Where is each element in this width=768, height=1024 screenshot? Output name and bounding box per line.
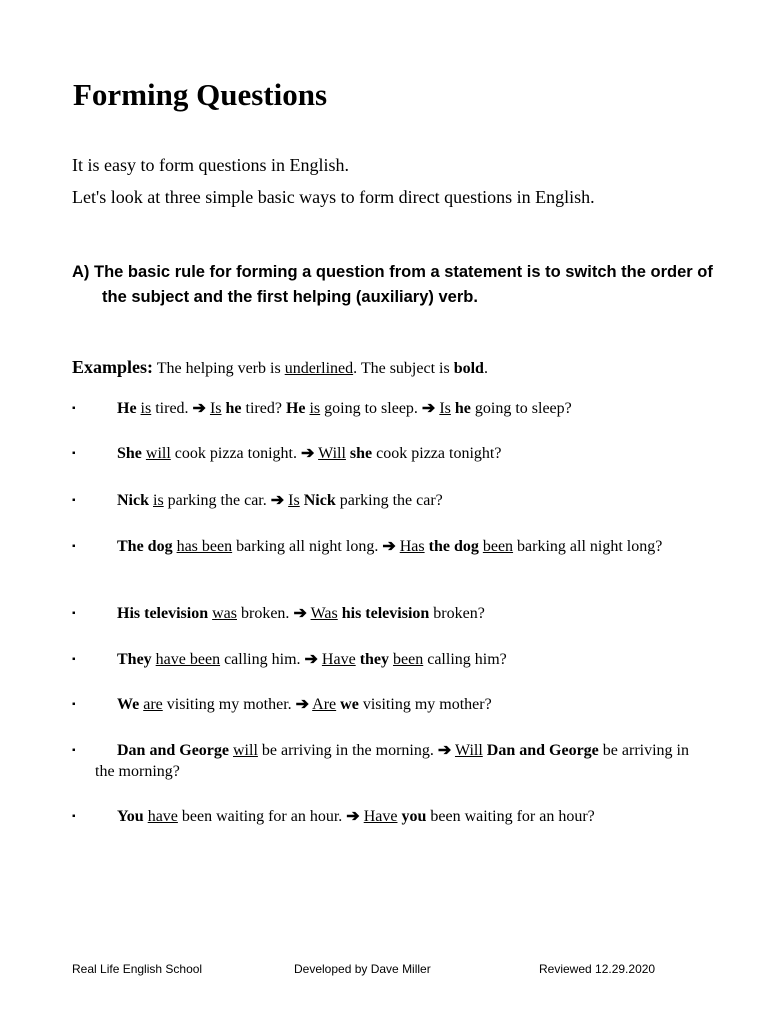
subject: He [117,400,137,417]
example-sentence [72,490,692,511]
helping-verb: is [309,400,321,417]
footer-school: Real Life English School [72,962,203,976]
example-sentence [72,649,692,670]
text-segment: broken? [429,605,485,622]
example-sentence [72,536,692,557]
helping-verb: Are [312,696,337,713]
list-item [72,603,692,624]
arrow-icon: ➔ [293,605,307,622]
bullet-icon: ▪ [72,608,76,619]
text-segment: calling him. [220,651,305,668]
subject: His television [117,605,209,622]
helping-verb: Will [454,742,483,759]
list-item [72,806,692,827]
example-sentence [72,806,692,827]
intro-line-2: Let's look at three simple basic ways to form direct questions in English. [72,187,595,207]
text-segment: broken. [237,605,294,622]
text-segment: be arriving in the morning. [257,742,438,759]
example-sentence [72,740,692,782]
helping-verb: been [393,651,424,668]
text-segment: visiting my mother? [358,696,492,713]
subject: she [349,445,373,462]
examples-text-c: . [483,360,488,377]
example-sentence [72,398,692,419]
list-item [72,694,692,715]
helping-verb: have been [155,651,221,668]
arrow-icon: ➔ [192,400,206,417]
helping-verb: is [140,400,152,417]
list-item [72,649,692,670]
subject: He [285,400,306,417]
helping-verb: will [233,742,258,759]
arrow-icon: ➔ [304,651,318,668]
subject: his television [341,605,430,622]
bullet-icon: ▪ [72,448,76,459]
helping-verb: Will [318,445,346,462]
examples-text-b: . The subject is [353,360,454,377]
helping-verb: is [153,492,164,509]
list-item [72,490,692,511]
subject: Dan and George [117,742,229,759]
subject: Nick [117,492,149,509]
arrow-icon: ➔ [270,492,285,509]
subject: We [117,696,140,713]
text-segment: been waiting for an hour? [426,808,595,825]
examples-bold: bold [453,360,484,377]
examples-intro [72,355,488,381]
bullet-icon: ▪ [72,699,76,710]
helping-verb: Is [209,400,222,417]
subject: The dog [117,538,173,555]
text-segment: visiting my mother. [162,696,296,713]
subject: they [359,651,390,668]
bullet-icon: ▪ [72,403,76,414]
helping-verb: are [143,696,163,713]
subject: Dan and George [486,742,599,759]
examples-underlined: underlined [284,360,354,377]
helping-verb: been [482,538,514,555]
bullet-icon: ▪ [72,495,76,506]
subject: Nick [303,492,336,509]
helping-verb: Have [363,808,398,825]
subject: You [117,808,144,825]
helping-verb: Is [439,400,451,417]
rule-a: A) The basic rule for forming a question from a statement is to switch the order of the subject and the first helping (auxiliary) verb. [72,263,713,306]
text-segment: calling him? [423,651,507,668]
list-item [72,443,692,464]
text-segment: cook pizza tonight? [372,445,502,462]
text-segment: been waiting for an hour. [177,808,347,825]
list-item [72,536,692,557]
examples-heading: Examples: [72,357,153,377]
arrow-icon: ➔ [437,742,452,759]
page-title: Forming Questions [73,77,328,112]
helping-verb: was [212,605,237,622]
arrow-icon: ➔ [421,400,436,417]
text-segment: tired? [241,400,286,417]
text-segment: barking all night long? [513,538,663,555]
helping-verb: Was [310,605,338,622]
arrow-icon: ➔ [300,445,315,462]
subject: They [117,651,152,668]
footer-reviewed: Reviewed 12.29.2020 [539,962,656,976]
list-item [72,398,692,419]
subject: he [454,400,471,417]
bullet-icon: ▪ [72,654,76,665]
text-segment: tired. [151,400,193,417]
helping-verb: Have [321,651,356,668]
arrow-icon: ➔ [382,538,396,555]
footer-author: Developed by Dave Miller [294,962,431,976]
example-sentence [72,603,692,624]
helping-verb: will [145,445,171,462]
subject: the dog [428,538,479,555]
list-item [72,740,692,782]
helping-verb: Is [288,492,300,509]
subject: he [225,400,242,417]
text-segment: cook pizza tonight. [170,445,301,462]
text-segment: going to sleep? [470,400,572,417]
helping-verb: have [147,808,178,825]
text-segment: going to sleep. [320,400,422,417]
subject: you [401,808,427,825]
subject: we [340,696,359,713]
arrow-icon: ➔ [295,696,310,713]
text-segment: parking the car. [163,492,271,509]
helping-verb: Has [399,538,425,555]
arrow-icon: ➔ [346,808,360,825]
bullet-icon: ▪ [72,745,76,756]
bullet-icon: ▪ [72,541,76,552]
text-segment: barking all night long. [232,538,383,555]
example-sentence [72,443,692,464]
example-sentence [72,694,692,715]
text-segment: be arriving in the morning? [95,742,689,780]
examples-text-a: The helping verb is [153,360,285,377]
bullet-icon: ▪ [72,811,76,822]
helping-verb: has been [176,538,233,555]
intro-line-1: It is easy to form questions in English. [72,155,349,175]
text-segment: parking the car? [335,492,443,509]
subject: She [117,445,142,462]
